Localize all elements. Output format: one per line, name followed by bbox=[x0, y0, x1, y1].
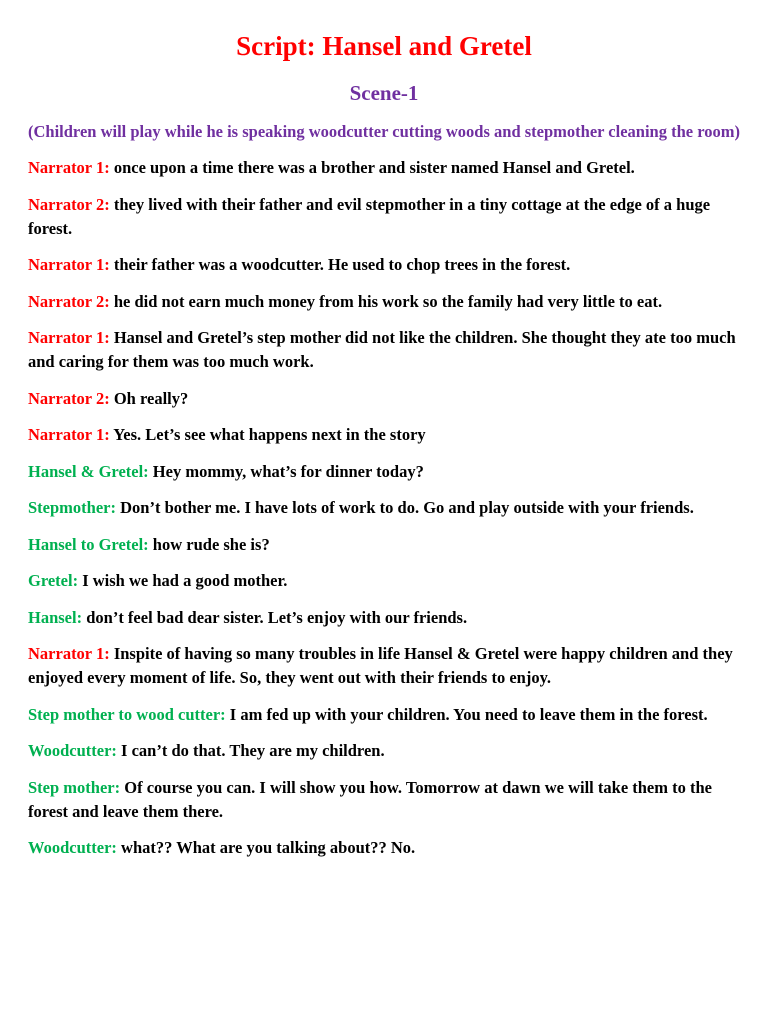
speaker-label: Hansel: bbox=[28, 607, 83, 627]
dialogue-text: Oh really? bbox=[113, 388, 189, 408]
dialogue-line bbox=[28, 496, 740, 520]
dialogue-text: their father was a woodcutter. He used to chop trees in the forest. bbox=[113, 255, 571, 274]
dialogue-list bbox=[28, 156, 740, 860]
dialogue-text: I can’t do that. They are my children. bbox=[121, 741, 385, 760]
speaker-label: Narrator 2: bbox=[28, 291, 110, 311]
dialogue-line bbox=[28, 836, 740, 860]
dialogue-text: Hansel and Gretel’s step mother did not like the children. She thought they ate too much and caring for them was too much work. bbox=[28, 328, 736, 371]
dialogue-line bbox=[28, 533, 740, 557]
dialogue-text: Yes. Let’s see what happens next in the story bbox=[113, 425, 426, 444]
dialogue-line bbox=[28, 739, 740, 763]
dialogue-line bbox=[28, 290, 740, 314]
speaker-label: Narrator 1: bbox=[28, 644, 110, 663]
speaker-label: Woodcutter: bbox=[28, 838, 117, 857]
dialogue-text: they lived with their father and evil stepmother in a tiny cottage at the edge of a huge forest. bbox=[28, 194, 711, 238]
dialogue-line bbox=[28, 326, 740, 374]
dialogue-text: once upon a time there was a brother and sister named Hansel and Gretel. bbox=[113, 158, 635, 177]
speaker-label: Hansel & Gretel: bbox=[28, 461, 149, 481]
dialogue-line bbox=[28, 606, 740, 630]
dialogue-text: Inspite of having so many troubles in life Hansel & Gretel were happy children and they enjoyed every moment of life. So, they went out with their friends to enjoy. bbox=[28, 644, 733, 687]
speaker-label: Narrator 1: bbox=[28, 255, 110, 274]
speaker-label: Step mother: bbox=[28, 777, 121, 797]
dialogue-line bbox=[28, 703, 740, 727]
speaker-label: Hansel to Gretel: bbox=[28, 534, 149, 554]
speaker-label: Woodcutter: bbox=[28, 741, 117, 760]
dialogue-line bbox=[28, 460, 740, 484]
speaker-label: Narrator 2: bbox=[28, 388, 110, 408]
dialogue-line bbox=[28, 642, 740, 690]
page-title: Script: Hansel and Gretel bbox=[236, 31, 532, 61]
dialogue-line bbox=[28, 423, 740, 447]
speaker-label: Narrator 1: bbox=[28, 328, 110, 347]
dialogue-line bbox=[28, 569, 740, 593]
dialogue-text: Hey mommy, what’s for dinner today? bbox=[152, 461, 424, 481]
speaker-label: Narrator 1: bbox=[28, 425, 110, 444]
speaker-label: Narrator 2: bbox=[28, 194, 110, 214]
stage-direction: (Children will play while he is speaking woodcutter cutting woods and stepmother cleaning the room) bbox=[28, 122, 740, 141]
speaker-label: Step mother to wood cutter: bbox=[28, 704, 226, 724]
dialogue-line bbox=[28, 776, 740, 824]
dialogue-text: how rude she is? bbox=[152, 534, 270, 554]
scene-heading: Scene-1 bbox=[349, 81, 419, 105]
dialogue-text: I am fed up with your children. You need to leave them in the forest. bbox=[229, 704, 708, 724]
dialogue-text: I wish we had a good mother. bbox=[82, 571, 288, 590]
speaker-label: Stepmother: bbox=[28, 498, 116, 517]
speaker-label: Gretel: bbox=[28, 571, 79, 590]
speaker-label: Narrator 1: bbox=[28, 158, 110, 177]
dialogue-text: Of course you can. I will show you how. Tomorrow at dawn we will take them to the forest and leave them there. bbox=[28, 777, 712, 821]
dialogue-text: he did not earn much money from his work so the family had very little to eat. bbox=[113, 291, 663, 311]
dialogue-text: Don’t bother me. I have lots of work to do. Go and play outside with your friends. bbox=[120, 498, 694, 517]
dialogue-line bbox=[28, 253, 740, 277]
dialogue-line bbox=[28, 193, 740, 241]
dialogue-text: what?? What are you talking about?? No. bbox=[121, 838, 416, 857]
dialogue-text: don’t feel bad dear sister. Let’s enjoy with our friends. bbox=[86, 607, 468, 627]
dialogue-line bbox=[28, 387, 740, 411]
dialogue-line bbox=[28, 156, 740, 180]
